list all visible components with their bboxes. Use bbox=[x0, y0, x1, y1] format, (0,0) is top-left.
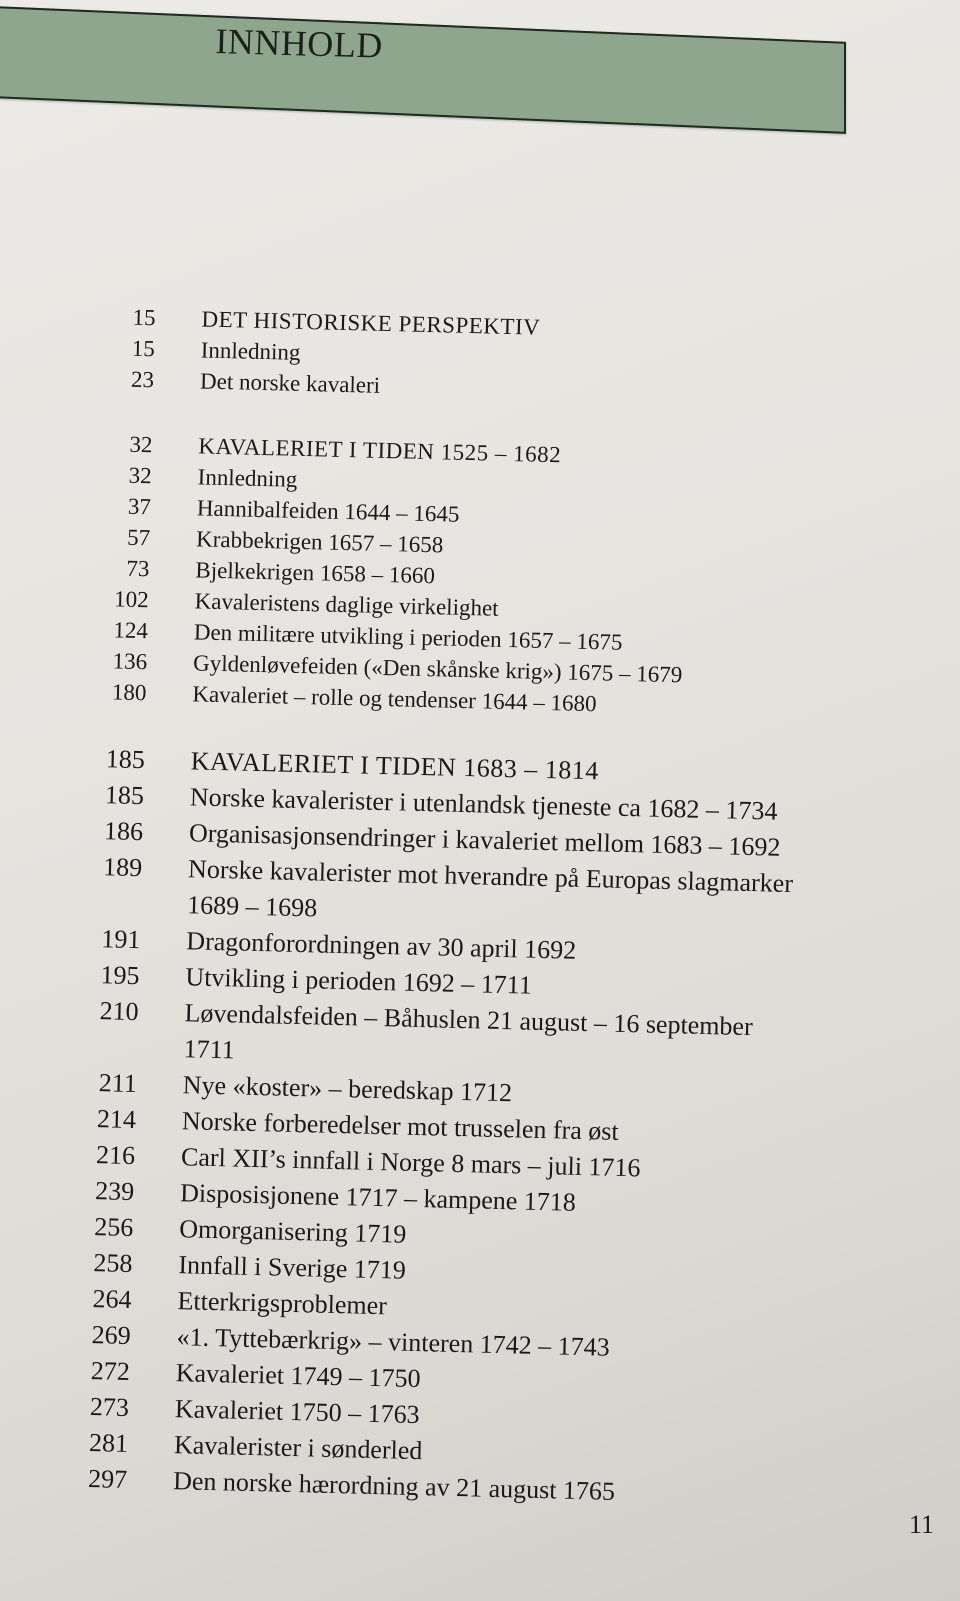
toc-page-number: 264 bbox=[92, 1284, 132, 1315]
toc-title: Den norske hærordning av 21 august 1765 bbox=[172, 1466, 616, 1506]
toc-title: Organisasjonsendringer i kavaleriet mellom 1683 – 1692 bbox=[188, 818, 781, 862]
header-band bbox=[0, 6, 846, 134]
toc-page-number: 186 bbox=[103, 816, 144, 847]
toc-page-number: 297 bbox=[87, 1464, 128, 1494]
toc-page-number: 195 bbox=[100, 960, 140, 991]
toc-title: Norske kavalerister mot hverandre på Europas slagmarker bbox=[187, 854, 794, 899]
toc-page-number: 210 bbox=[99, 996, 139, 1027]
toc-page-number: 73 bbox=[126, 555, 150, 582]
toc-page-number: 185 bbox=[105, 744, 146, 775]
toc-page-number: 216 bbox=[95, 1140, 136, 1171]
toc-title: Omorganisering 1719 bbox=[178, 1214, 407, 1249]
toc-page-number: 214 bbox=[96, 1104, 137, 1135]
toc-title: Innfall i Sverige 1719 bbox=[178, 1250, 407, 1285]
toc-title: Krabbekrigen 1657 – 1658 bbox=[195, 526, 444, 558]
toc-title: 1711 bbox=[183, 1034, 236, 1065]
toc-page-number bbox=[42, 1054, 184, 1057]
toc-title: Hannibalfeiden 1644 – 1645 bbox=[196, 495, 460, 527]
page-number: 11 bbox=[908, 1510, 934, 1539]
toc-title: Det norske kavaleri bbox=[199, 368, 381, 398]
toc-page-number: 189 bbox=[102, 852, 143, 883]
toc-title: Kavalerister i sønderled bbox=[173, 1430, 423, 1466]
toc-page-number: 272 bbox=[90, 1356, 131, 1387]
toc-page-number: 211 bbox=[98, 1068, 138, 1099]
toc-title: Dragonforordningen av 30 april 1692 bbox=[186, 926, 577, 965]
page-title: INNHOLD bbox=[214, 20, 384, 66]
toc-title: Kavaleriet 1749 – 1750 bbox=[175, 1358, 421, 1394]
toc-page-number: 136 bbox=[112, 648, 148, 675]
toc-page-number: 256 bbox=[94, 1212, 134, 1243]
toc-page-number: 269 bbox=[91, 1320, 132, 1351]
toc-title: Etterkrigsproblemer bbox=[177, 1286, 388, 1321]
toc-title: Kavaleriet – rolle og tendenser 1644 – 1680 bbox=[192, 681, 597, 717]
toc-page-number: 273 bbox=[89, 1392, 130, 1423]
toc-page-number: 191 bbox=[101, 924, 141, 955]
toc-title: Norske kavalerister i utenlandsk tjeneste ca 1682 – 1734 bbox=[189, 782, 778, 826]
toc-page-number: 180 bbox=[111, 679, 147, 706]
toc-page-number: 32 bbox=[128, 462, 153, 489]
toc-title: Den militære utvikling i perioden 1657 – 1675 bbox=[193, 619, 623, 655]
toc-title: Innledning bbox=[197, 464, 298, 492]
toc-page-number: 32 bbox=[129, 431, 153, 458]
toc-page-number: 57 bbox=[126, 524, 151, 551]
toc-page-number bbox=[45, 910, 187, 913]
toc-title: Løvendalsfeiden – Båhuslen 21 august – 16 september bbox=[184, 998, 754, 1042]
toc-title: Gyldenløvefeiden («Den skånske krig») 1675 – 1679 bbox=[192, 650, 683, 688]
toc-title: Bjelkekrigen 1658 – 1660 bbox=[195, 557, 436, 589]
toc-title: KAVALERIET I TIDEN 1683 – 1814 bbox=[190, 746, 600, 786]
toc-page-number: 124 bbox=[113, 617, 149, 644]
toc-page-number: 239 bbox=[94, 1176, 135, 1207]
table-of-contents bbox=[31, 300, 880, 1516]
toc-page-number: 15 bbox=[131, 335, 156, 362]
toc-page-number: 15 bbox=[132, 304, 156, 331]
toc-title: Kavaleristens daglige virkelighet bbox=[194, 588, 499, 621]
toc-page-number: 37 bbox=[127, 493, 152, 520]
toc-page-number: 185 bbox=[104, 780, 145, 811]
toc-title: KAVALERIET I TIDEN 1525 – 1682 bbox=[198, 433, 562, 468]
toc-title: Disposisjonene 1717 – kampene 1718 bbox=[179, 1178, 577, 1217]
toc-title: Utvikling i perioden 1692 – 1711 bbox=[185, 962, 533, 1000]
toc-page-number: 281 bbox=[88, 1428, 129, 1459]
toc-title: Norske forberedelser mot trusselen fra øst bbox=[181, 1106, 620, 1146]
toc-title: Innledning bbox=[200, 337, 301, 365]
toc-title: «1. Tyttebærkrig» – vinteren 1742 – 1743 bbox=[176, 1322, 611, 1362]
toc-title: Kavaleriet 1750 – 1763 bbox=[174, 1394, 420, 1430]
toc-page-number: 258 bbox=[93, 1248, 133, 1279]
toc-title: 1689 – 1698 bbox=[186, 890, 318, 923]
toc-page-number: 102 bbox=[113, 586, 150, 613]
toc-page-number: 23 bbox=[130, 366, 155, 393]
toc-title: DET HISTORISKE PERSPEKTIV bbox=[201, 306, 541, 340]
toc-title: Nye «koster» – beredskap 1712 bbox=[182, 1070, 513, 1108]
toc-title: Carl XII’s innfall i Norge 8 mars – juli 1716 bbox=[180, 1142, 641, 1183]
